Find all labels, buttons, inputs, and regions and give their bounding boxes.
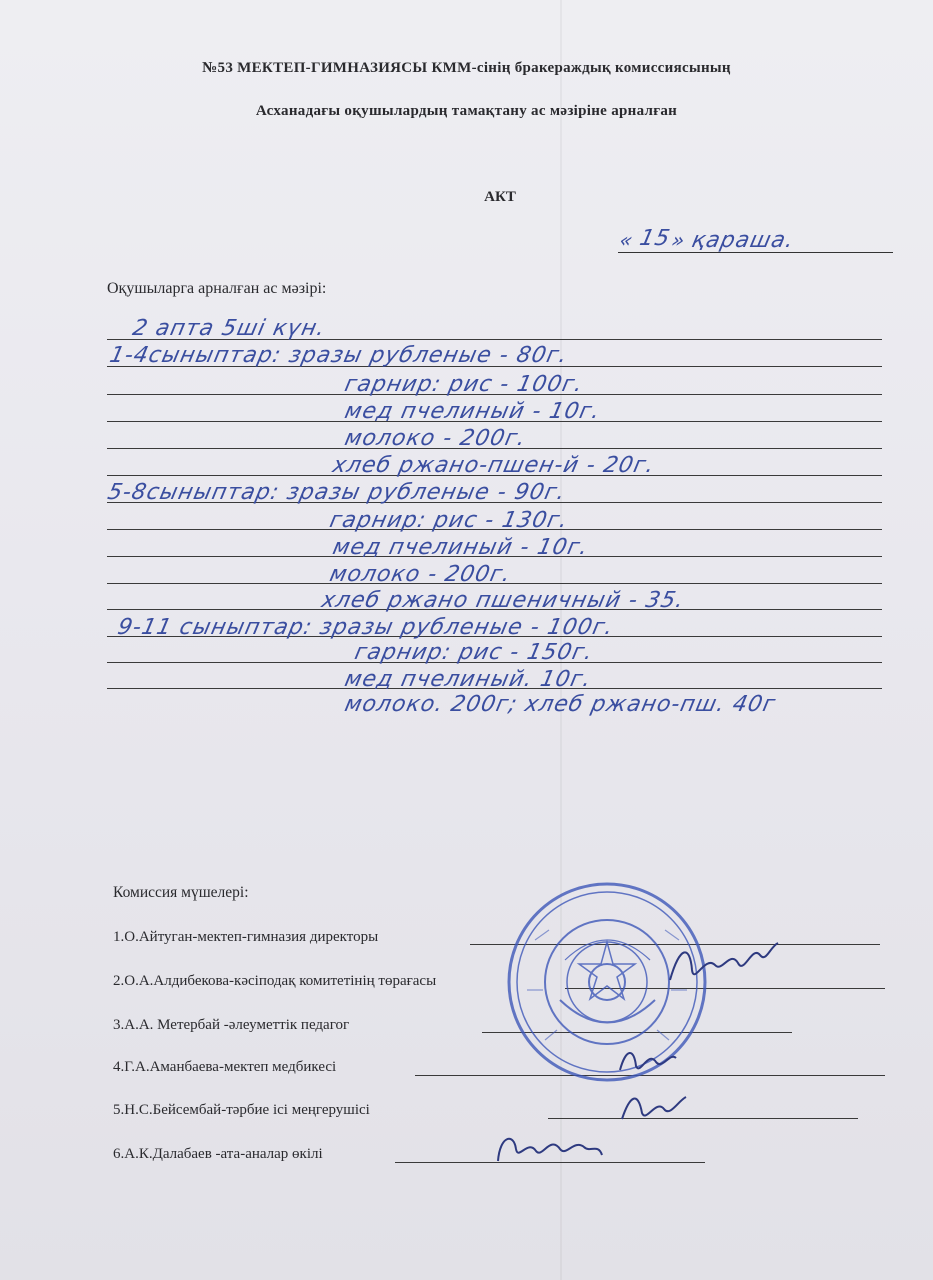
menu-line: гарнир: рис - 130г. bbox=[327, 508, 571, 533]
menu-line: гарнир: рис - 100г. bbox=[342, 372, 586, 397]
menu-line: 1-4сыныптар: зразы рубленые - 80г. bbox=[107, 343, 570, 368]
signature-nurse-icon bbox=[612, 1040, 682, 1080]
menu-line: мед пчелиный. 10г. bbox=[342, 667, 594, 692]
member-2: 2.О.А.Алдибекова-кәсіподақ комитетінің төрағасы bbox=[113, 973, 437, 989]
signature-parent-icon bbox=[488, 1125, 608, 1170]
menu-line: мед пчелиный - 10г. bbox=[330, 535, 591, 560]
act-title: АКТ bbox=[484, 189, 516, 205]
menu-line: 9-11 сыныптар: зразы рубленые - 100г. bbox=[115, 615, 616, 640]
menu-line: мед пчелиный - 10г. bbox=[342, 399, 603, 424]
menu-line: гарнир: рис - 150г. bbox=[352, 640, 596, 665]
menu-line: хлеб ржано-пшен-й - 20г. bbox=[330, 453, 658, 478]
member-6: 6.А.К.Далабаев -ата-аналар өкілі bbox=[113, 1146, 323, 1162]
member-5: 5.Н.С.Бейсембай-тәрбие ісі меңгерушісі bbox=[113, 1102, 370, 1118]
header-line-2: Асханадағы оқушылардың тамақтану ас мәзіріне арналған bbox=[255, 103, 678, 119]
member-3: 3.А.А. Метербай -әлеуметтік педагог bbox=[113, 1017, 350, 1033]
members-title: Комиссия мүшелері: bbox=[113, 884, 249, 901]
menu-line: молоко - 200г. bbox=[342, 426, 529, 451]
date-underline bbox=[618, 252, 893, 253]
menu-line: хлеб ржано пшеничный - 35. bbox=[319, 588, 687, 613]
date-close-quote: » bbox=[669, 228, 688, 252]
header-line-1: №53 МЕКТЕП-ГИМНАЗИЯСЫ КММ-сінің бракераждық комиссиясының bbox=[202, 60, 731, 76]
date-day: 15 bbox=[637, 226, 673, 251]
menu-line: молоко - 200г. bbox=[327, 562, 514, 587]
date-open-quote: « bbox=[617, 228, 636, 252]
signature-head-education-icon bbox=[612, 1085, 692, 1125]
member-1: 1.О.Айтуган-мектеп-гимназия директоры bbox=[113, 929, 379, 945]
menu-line: 5-8сыныптар: зразы рубленые - 90г. bbox=[105, 480, 568, 505]
menu-line: 2 апта 5ші күн. bbox=[130, 316, 328, 341]
signature-director-icon bbox=[660, 935, 790, 995]
menu-line: молоко. 200г; хлеб ржано-пш. 40г bbox=[342, 692, 779, 717]
date-month: қараша. bbox=[689, 228, 797, 253]
member-4: 4.Г.А.Аманбаева-мектеп медбикесі bbox=[113, 1059, 337, 1075]
menu-label: Оқушыларга арналған ас мәзірі: bbox=[107, 280, 327, 297]
signature-line bbox=[548, 1118, 858, 1119]
